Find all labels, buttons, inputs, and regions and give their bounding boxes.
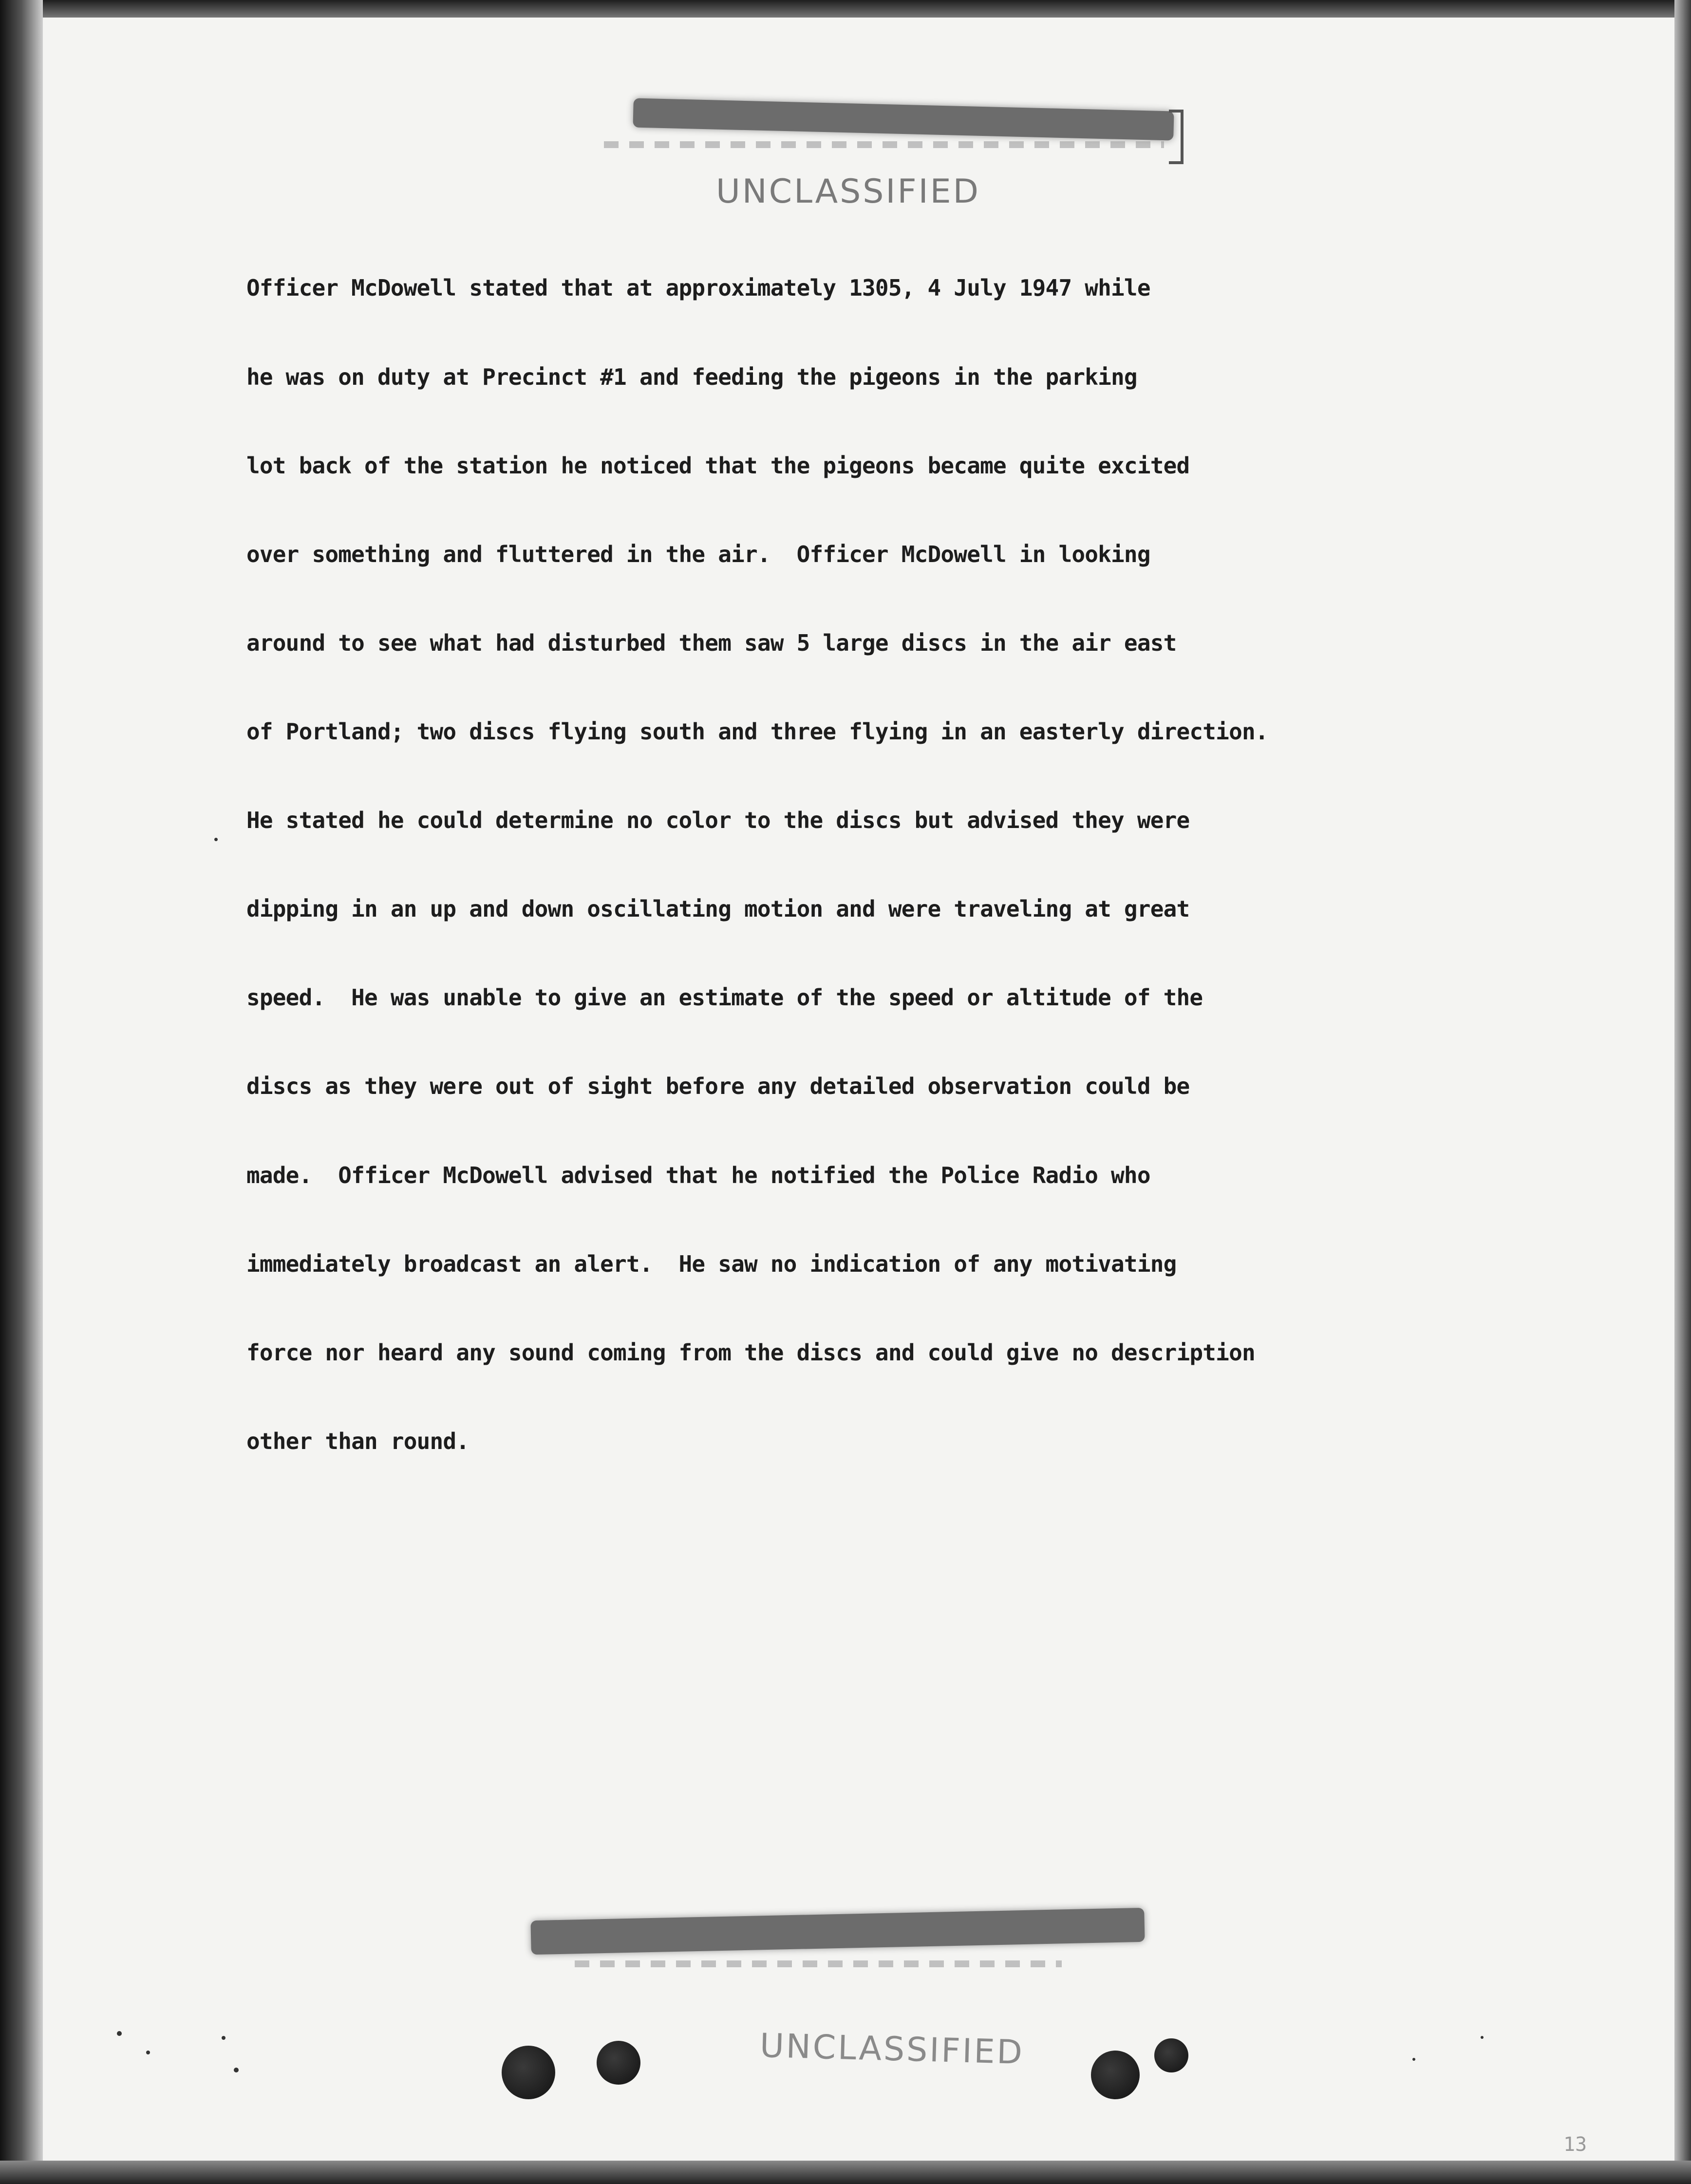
scan-speck [146, 2051, 150, 2054]
scan-speck [222, 2036, 225, 2040]
body-line: around to see what had disturbed them saw 5 large discs in the air east [246, 629, 1177, 656]
body-line: of Portland; two discs flying south and three flying in an easterly direction. [246, 718, 1268, 745]
scan-edge-right [1674, 0, 1691, 2184]
body-line: immediately broadcast an alert. He saw no indication of any motivating [246, 1250, 1177, 1277]
body-line: Officer McDowell stated that at approximately 1305, 4 July 1947 while [246, 275, 1150, 301]
scan-edge-top [0, 0, 1691, 18]
punch-hole [1091, 2051, 1140, 2099]
body-line: force nor heard any sound coming from the discs and could give no description [246, 1339, 1255, 1366]
body-line: speed. He was unable to give an estimate of the speed or altitude of the [246, 984, 1203, 1011]
scan-speck [1481, 2036, 1484, 2039]
scan-speck [1412, 2058, 1415, 2061]
body-line: He stated he could determine no color to the discs but advised they were [246, 807, 1190, 834]
body-line: dipping in an up and down oscillating motion and were traveling at great [246, 896, 1190, 923]
body-line: lot back of the station he noticed that the pigeons became quite excited [246, 452, 1190, 479]
scan-speck [234, 2068, 239, 2072]
body-line: other than round. [246, 1428, 470, 1454]
body-line: he was on duty at Precinct #1 and feeding the pigeons in the parking [246, 363, 1137, 390]
punch-hole [597, 2041, 640, 2085]
scan-speck [117, 2031, 122, 2036]
scan-edge-bottom [0, 2161, 1691, 2184]
page-number: 13 [1563, 2133, 1587, 2156]
body-line: made. Officer McDowell advised that he notified the Police Radio who [246, 1162, 1150, 1188]
redacted-text-remnant-bottom [575, 1960, 1062, 1967]
scan-speck [214, 838, 218, 841]
redacted-text-remnant-top [604, 141, 1164, 148]
scan-edge-left [0, 0, 43, 2184]
punch-hole [502, 2046, 555, 2099]
classification-stamp-bottom: UNCLASSIFIED [759, 2026, 1025, 2072]
punch-hole [1154, 2038, 1188, 2072]
body-line: over something and fluttered in the air. Officer McDowell in looking [246, 541, 1150, 567]
report-body [246, 214, 1620, 1486]
classification-stamp-top: UNCLASSIFIED [716, 172, 980, 211]
body-line: discs as they were out of sight before any detailed observation could be [246, 1073, 1190, 1100]
redaction-bracket [1169, 110, 1184, 164]
